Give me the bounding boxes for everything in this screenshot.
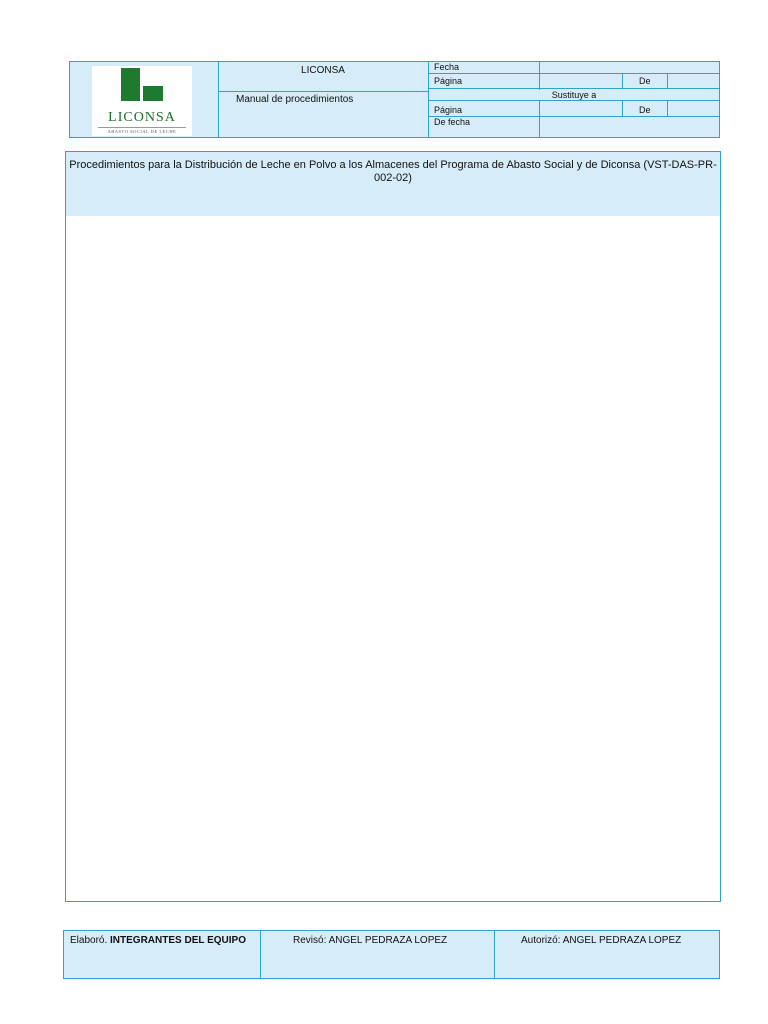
grid-divider — [539, 62, 540, 90]
header-title-cell — [218, 62, 429, 137]
grid-divider — [539, 101, 540, 137]
grid-divider — [667, 74, 668, 89]
de-label: De — [639, 76, 651, 86]
sustituye-label: Sustituye a — [551, 90, 597, 100]
autorizo-value: ANGEL PEDRAZA LOPEZ — [562, 935, 682, 946]
logo-wordmark: LICONSA — [108, 110, 176, 125]
elaboro-label: Elaboró. — [70, 935, 108, 946]
reviso-value: ANGEL PEDRAZA LOPEZ — [328, 935, 448, 946]
elaboro-value: INTEGRANTES DEL EQUIPO — [110, 935, 246, 946]
header-meta-grid — [429, 62, 719, 137]
de-label-2: De — [639, 105, 651, 115]
logo-mark-tall — [121, 68, 140, 101]
procedure-title-text: Procedimientos para la Distribución de Leche en Polvo a los Almacenes del Programa de Abasto Social y de Diconsa (VST-DAS-PR-002-02) — [69, 159, 717, 184]
org-name: LICONSA — [218, 62, 428, 92]
document-body — [65, 216, 721, 902]
pagina-label-2: Página — [434, 105, 463, 115]
autorizo-label: Autorizó: — [521, 935, 561, 946]
de-fecha-label: De fecha — [434, 117, 471, 127]
logo-divider — [98, 127, 186, 128]
grid-divider — [622, 74, 623, 89]
grid-divider — [667, 101, 668, 117]
procedure-title — [65, 151, 721, 217]
liconsa-logo — [92, 66, 192, 136]
document-header — [69, 61, 720, 138]
manual-title: Manual de procedimientos — [236, 94, 354, 105]
logo-mark-short — [143, 86, 163, 101]
elaboro-cell — [64, 931, 260, 978]
reviso-label: Revisó: — [293, 935, 327, 946]
autorizo-cell — [495, 931, 719, 978]
logo-tagline: ABASTO SOCIAL DE LECHE — [107, 129, 177, 134]
grid-divider — [622, 101, 623, 117]
reviso-cell — [261, 931, 494, 978]
row-fecha — [429, 62, 719, 74]
row-pagina-2 — [429, 101, 719, 117]
row-pagina — [429, 74, 719, 89]
signature-footer — [63, 930, 720, 979]
fecha-label: Fecha — [434, 62, 460, 72]
pagina-label: Página — [434, 76, 463, 86]
logo-cell — [70, 62, 219, 137]
